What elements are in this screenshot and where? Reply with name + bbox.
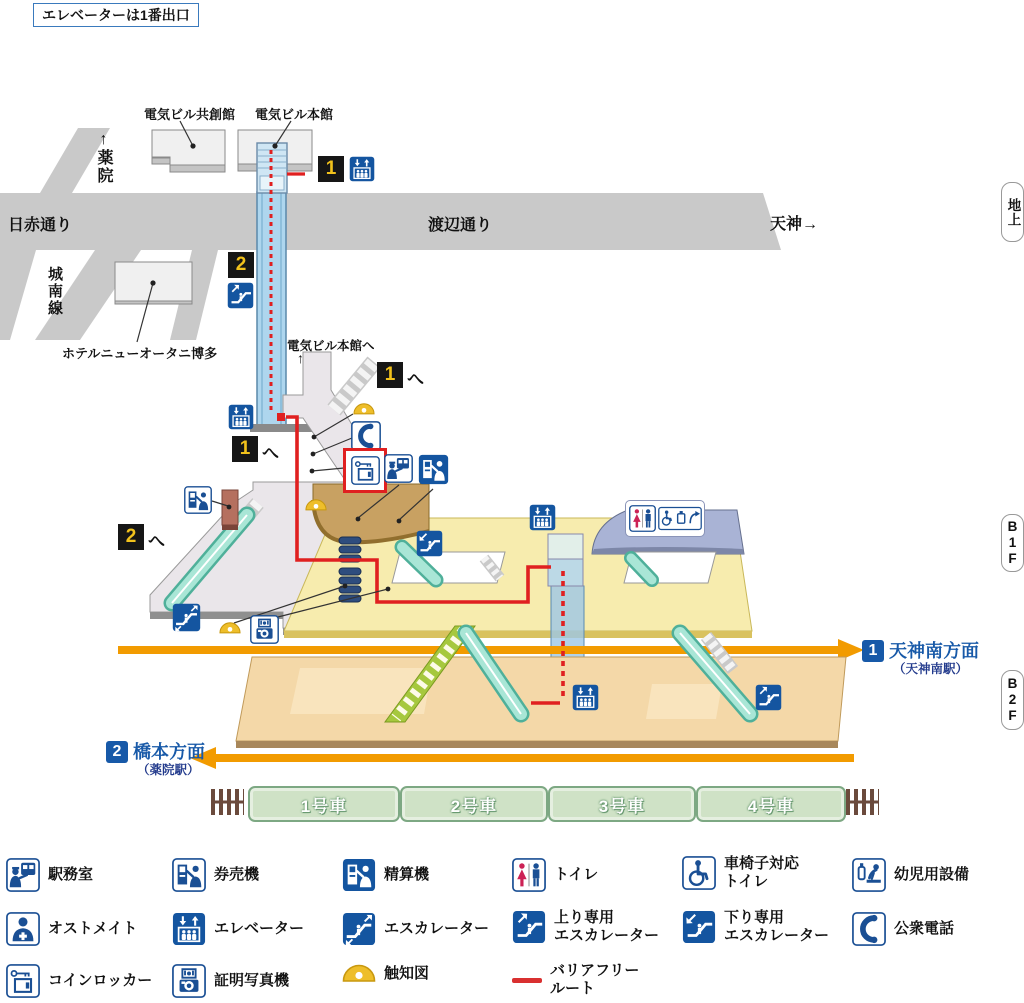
to-honkan-arrow: ↑ xyxy=(297,350,304,366)
hotel-label: ホテルニューオータニ博多 xyxy=(62,346,218,361)
exit-1-badge: 1 xyxy=(377,362,403,388)
floor-badge-ground: 地上 xyxy=(1001,182,1024,242)
page-title: エレベーターは1番出口 xyxy=(33,3,199,27)
street-watanabe-label: 渡辺通り xyxy=(428,217,493,234)
legend-item-ticket-machine: 券売機 xyxy=(172,858,259,892)
train-car-3: 3号車 xyxy=(548,786,696,822)
elevator-icon xyxy=(349,156,375,182)
fare-machine-icon xyxy=(418,453,449,486)
elevator-icon xyxy=(572,684,599,711)
wheelchair-toilet-icon xyxy=(682,856,716,890)
tactile-map-icon xyxy=(305,499,327,511)
watanabe-street-shape xyxy=(0,193,781,250)
tactile-map-icon xyxy=(219,622,241,634)
accessible-toilet-icon xyxy=(658,505,702,532)
ticket-machine-icon xyxy=(172,858,206,892)
escalator-icon xyxy=(342,912,376,946)
direction-1 xyxy=(862,640,979,677)
route-line-icon xyxy=(512,978,542,983)
legend-item-phone: 公衆電話 xyxy=(852,912,954,946)
escalator-icon xyxy=(172,603,201,632)
legend-item-escalator-down: 下り専用 エスカレーター xyxy=(682,909,829,945)
exit-1-badge: 1 xyxy=(232,436,258,462)
legend-item-toilet: トイレ xyxy=(512,858,598,892)
exit-to-label: へ xyxy=(148,532,165,551)
platform-mark-right xyxy=(646,684,722,719)
legend-item-wheelchair-toilet: 車椅子対応 トイレ xyxy=(682,855,799,891)
street-nisseki-label: 日赤通り xyxy=(8,217,73,234)
ticket-machine-unit xyxy=(222,490,238,530)
ostomate-icon xyxy=(6,912,40,946)
floor-badge-b1f: B1F xyxy=(1001,514,1024,572)
building-kyosokan-label: 電気ビル共創館 xyxy=(144,107,236,122)
ticket-machine-icon xyxy=(184,486,212,514)
exit-2-badge: 2 xyxy=(228,252,254,278)
exit-2-badge: 2 xyxy=(118,524,144,550)
direction-1-badge: 1 xyxy=(862,640,884,662)
direction-line-2 xyxy=(190,747,854,769)
elevator-icon xyxy=(172,912,206,946)
legend-item-escalator-up: 上り専用 エスカレーター xyxy=(512,909,659,945)
passage-end-edge xyxy=(250,424,312,432)
to-honkan-label: 電気ビル本館へ xyxy=(287,339,375,353)
direction-2 xyxy=(106,741,205,778)
toilet-sign-group xyxy=(625,500,705,537)
tactile-map-icon xyxy=(353,403,375,415)
track-end-right xyxy=(846,789,879,815)
legend-item-fare-machine: 精算機 xyxy=(342,858,429,892)
escalator-up-icon xyxy=(512,910,546,944)
direction-1-label: 天神南方面 xyxy=(889,641,979,661)
legend-item-ostomate: オストメイト xyxy=(6,912,137,946)
direction-2-sub: （薬院駅） xyxy=(137,763,200,777)
street-jonan-label: 城南線 xyxy=(46,266,63,317)
train-car-4: 4号車 xyxy=(696,786,846,822)
legend-item-nursery: 幼児用設備 xyxy=(852,858,969,892)
public-phone-icon xyxy=(852,912,886,946)
photo-booth-icon xyxy=(250,614,279,645)
legend-item-barrier-free-route: バリアフリー ルート xyxy=(512,962,639,998)
direction-1-sub: （天神南駅） xyxy=(893,662,969,676)
direction-2-badge: 2 xyxy=(106,741,128,763)
building-honkan-label: 電気ビル本館 xyxy=(255,107,334,122)
tenjin-direction-label: 天神→ xyxy=(770,216,819,233)
exit-1-badge: 1 xyxy=(318,156,344,182)
legend-item-escalator: エスカレーター xyxy=(342,912,489,946)
toilet-icon xyxy=(512,858,546,892)
jonan-strip-a xyxy=(0,250,36,340)
legend-item-station-office: 駅務室 xyxy=(6,858,93,892)
coin-locker-icon xyxy=(351,456,380,485)
exit-to-label: へ xyxy=(407,370,424,389)
yakuin-arrow: ↑ xyxy=(99,131,108,148)
station-office-icon xyxy=(384,454,413,483)
escalator-up-icon xyxy=(755,684,782,711)
coin-locker-highlight xyxy=(343,448,387,493)
photo-booth-icon xyxy=(172,964,206,998)
direction-2-label: 橋本方面 xyxy=(133,742,205,762)
floor-badge-b2f: B2F xyxy=(1001,670,1024,730)
fare-machine-icon xyxy=(342,858,376,892)
legend-item-elevator: エレベーター xyxy=(172,912,304,946)
train-car-2: 2号車 xyxy=(400,786,548,822)
tactile-map-icon xyxy=(342,964,376,983)
nursery-icon xyxy=(852,858,886,892)
train-car-1: 1号車 xyxy=(248,786,400,822)
elevator-icon xyxy=(228,404,254,430)
track-end-left xyxy=(211,789,244,815)
legend-item-tactile-map: 触知図 xyxy=(342,964,429,983)
elevator-icon xyxy=(529,504,556,531)
station-office-icon xyxy=(6,858,40,892)
escalator-up-icon xyxy=(227,282,254,309)
legend-item-photo-booth: 証明写真機 xyxy=(172,964,289,998)
ticket-gates xyxy=(339,537,361,602)
escalator-down-icon xyxy=(682,910,716,944)
escalator-down-icon xyxy=(416,530,443,557)
street-yakuin-label: ↑ 薬院 xyxy=(95,131,112,185)
legend-item-coin-locker: コインロッカー xyxy=(6,964,152,998)
exit-to-label: へ xyxy=(262,444,279,463)
coin-locker-icon xyxy=(6,964,40,998)
toilet-icon xyxy=(629,505,656,532)
